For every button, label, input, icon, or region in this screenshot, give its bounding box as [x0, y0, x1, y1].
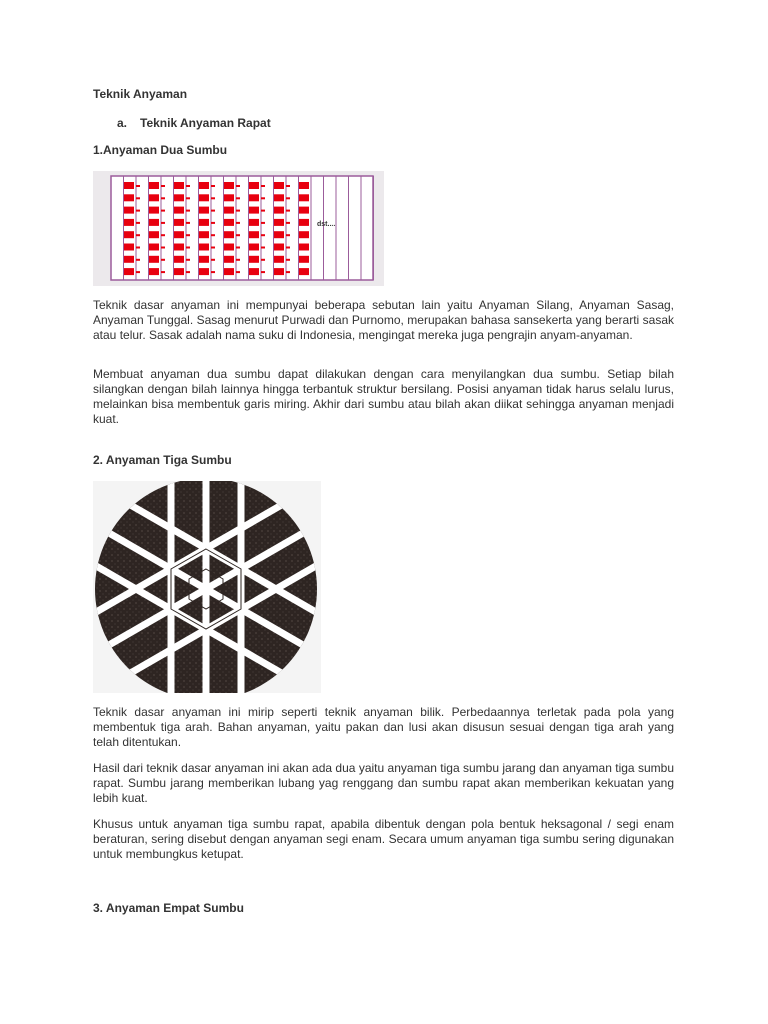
section-heading-tiga-sumbu: 2. Anyaman Tiga Sumbu [93, 453, 232, 467]
two-axis-weave-icon [93, 171, 384, 286]
subsection-marker: a. [117, 116, 128, 130]
paragraph: Teknik dasar anyaman ini mempunyai beberapa sebutan lain yaitu Anyaman Silang, Anyaman Sasag, Anyaman Tunggal. Sasag menurut Purwadi dan Purnomo, merupakan bahasa sansekerta yang berarti sasak atau telur. Sasak adalah nama suku di Indonesia, mengingat mereka juga pengrajin anyam-anyaman. [93, 298, 674, 342]
paragraph: Hasil dari teknik dasar anyaman ini akan ada dua yaitu anyaman tiga sumbu jarang dan anyaman tiga sumbu rapat. Sumbu jarang memberikan lubang yag renggang dan sumbu rapat akan memberikan kekuatan yang lebih kuat. [93, 761, 674, 805]
paragraph: Khusus untuk anyaman tiga sumbu rapat, apabila dibentuk dengan pola bentuk heksagonal / segi enam beraturan, sering disebut dengan anyaman segi enam. Secara umum anyaman tiga sumbu sering digunakan untuk membungkus ketupat. [93, 817, 674, 861]
section-heading-empat-sumbu: 3. Anyaman Empat Sumbu [93, 901, 244, 915]
three-axis-weave-figure [93, 481, 321, 693]
figure-continuation-label: dst.... [317, 221, 336, 228]
two-axis-weave-diagram [93, 171, 384, 286]
subsection-title: Teknik Anyaman Rapat [140, 116, 271, 130]
paragraph: Membuat anyaman dua sumbu dapat dilakukan dengan cara menyilangkan dua sumbu. Setiap bilah silangkan dengan bilah lainnya hingga terbantuk struktur bersilang. Posisi anyaman tidak harus selalu lurus, melainkan bisa membentuk garis miring. Akhir dari sumbu atau bilah akan diikat sehingga anyaman menjadi kuat. [93, 367, 674, 426]
paragraph: Teknik dasar anyaman ini mirip seperti teknik anyaman bilik. Perbedaannya terletak pada pola yang membentuk tiga arah. Bahan anyaman, yaitu pakan dan lusi akan disusun sesuai dengan tiga arah yang telah ditentukan. [93, 705, 674, 749]
three-axis-weave-circle-icon [93, 481, 321, 693]
document-title: Teknik Anyaman [93, 87, 188, 101]
section-heading-dua-sumbu: 1.Anyaman Dua Sumbu [93, 143, 228, 157]
